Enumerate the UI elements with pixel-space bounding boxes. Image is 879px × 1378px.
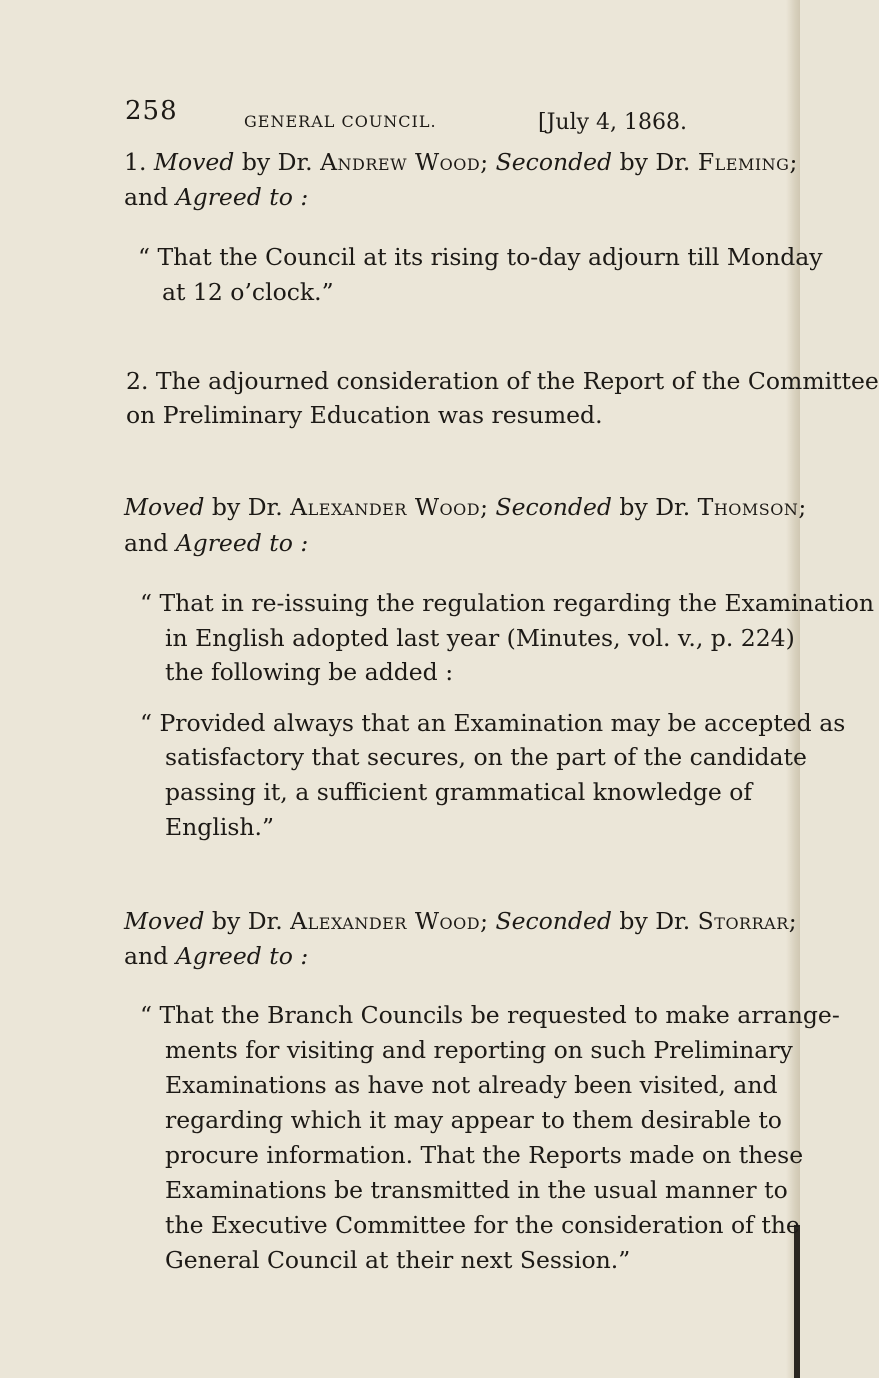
seconded-label: Seconded: [495, 493, 612, 521]
mover-name: Andrew Wood: [320, 148, 481, 176]
separator: ;: [480, 148, 489, 176]
quote-line: “ That in re-issuing the regulation regarding the Examination: [140, 589, 875, 617]
seconded-label: Seconded: [495, 907, 612, 935]
quote-line: in English adopted last year (Minutes, vol. v., p. 224): [165, 624, 795, 652]
motion-2-line-1: [124, 490, 806, 524]
separator: ;: [480, 907, 488, 935]
quote-line: “ That the Branch Councils be requested to make arrange-: [140, 1001, 840, 1029]
moved-label: Moved: [124, 907, 205, 935]
item-number: 1.: [124, 148, 147, 176]
quote-line: procure information. That the Reports made on these: [165, 1141, 804, 1169]
mover-name: Alexander Wood: [290, 907, 481, 935]
quote-line: at 12 o’clock.”: [162, 278, 334, 306]
by-text: by Dr.: [241, 148, 313, 176]
separator: ;: [480, 493, 488, 521]
agreed-label: Agreed to :: [175, 183, 309, 211]
by-text: by Dr.: [211, 907, 283, 935]
motion-1-line-2: [124, 180, 308, 214]
quote-line: General Council at their next Session.”: [165, 1246, 631, 1274]
seconded-label: Seconded: [495, 148, 613, 176]
and-text: and: [124, 183, 169, 211]
quote-line: “ That the Council at its rising to-day adjourn till Monday: [138, 243, 823, 271]
quote-line: satisfactory that secures, on the part of the candidate: [165, 743, 807, 771]
page-number: 258: [125, 96, 178, 126]
quote-line: regarding which it may appear to them desirable to: [165, 1106, 782, 1134]
seconder-name: Thomson: [697, 493, 799, 521]
by-text: by Dr.: [211, 493, 283, 521]
separator: ;: [788, 907, 797, 935]
quote-line: the following be added :: [165, 658, 454, 686]
separator: ;: [789, 148, 798, 176]
by-text: by Dr.: [619, 493, 691, 521]
quote-line: ments for visiting and reporting on such Preliminary: [165, 1036, 793, 1064]
moved-label: Moved: [153, 148, 235, 176]
motion-1-line-1: [124, 145, 797, 179]
motion-3-line-1: [124, 904, 797, 938]
quote-line: passing it, a sufficient grammatical knowledge of: [165, 778, 753, 806]
and-text: and: [124, 529, 169, 557]
running-head: GENERAL COUNCIL.: [244, 112, 437, 131]
paragraph-line: on Preliminary Education was resumed.: [126, 401, 603, 429]
quote-line: the Executive Committee for the consideration of the: [165, 1211, 800, 1239]
header-date: [July 4, 1868.: [538, 110, 687, 135]
quote-line: Examinations be transmitted in the usual manner to: [165, 1176, 788, 1204]
moved-label: Moved: [124, 493, 205, 521]
page-edge-dark: [794, 1225, 800, 1378]
quote-line: Examinations as have not already been visited, and: [165, 1071, 778, 1099]
mover-name: Alexander Wood: [290, 493, 481, 521]
quote-line: “ Provided always that an Examination may be accepted as: [140, 709, 846, 737]
seconder-name: Fleming: [697, 148, 790, 176]
paragraph-line: 2. The adjourned consideration of the Report of the Committee: [126, 367, 879, 395]
quote-line: English.”: [165, 813, 275, 841]
motion-2-line-2: [124, 526, 308, 560]
agreed-label: Agreed to :: [175, 942, 309, 970]
by-text: by Dr.: [619, 907, 691, 935]
seconder-name: Storrar: [697, 907, 789, 935]
agreed-label: Agreed to :: [175, 529, 309, 557]
motion-3-line-2: [124, 939, 308, 973]
separator: ;: [798, 493, 807, 521]
and-text: and: [124, 942, 169, 970]
by-text: by Dr.: [619, 148, 691, 176]
